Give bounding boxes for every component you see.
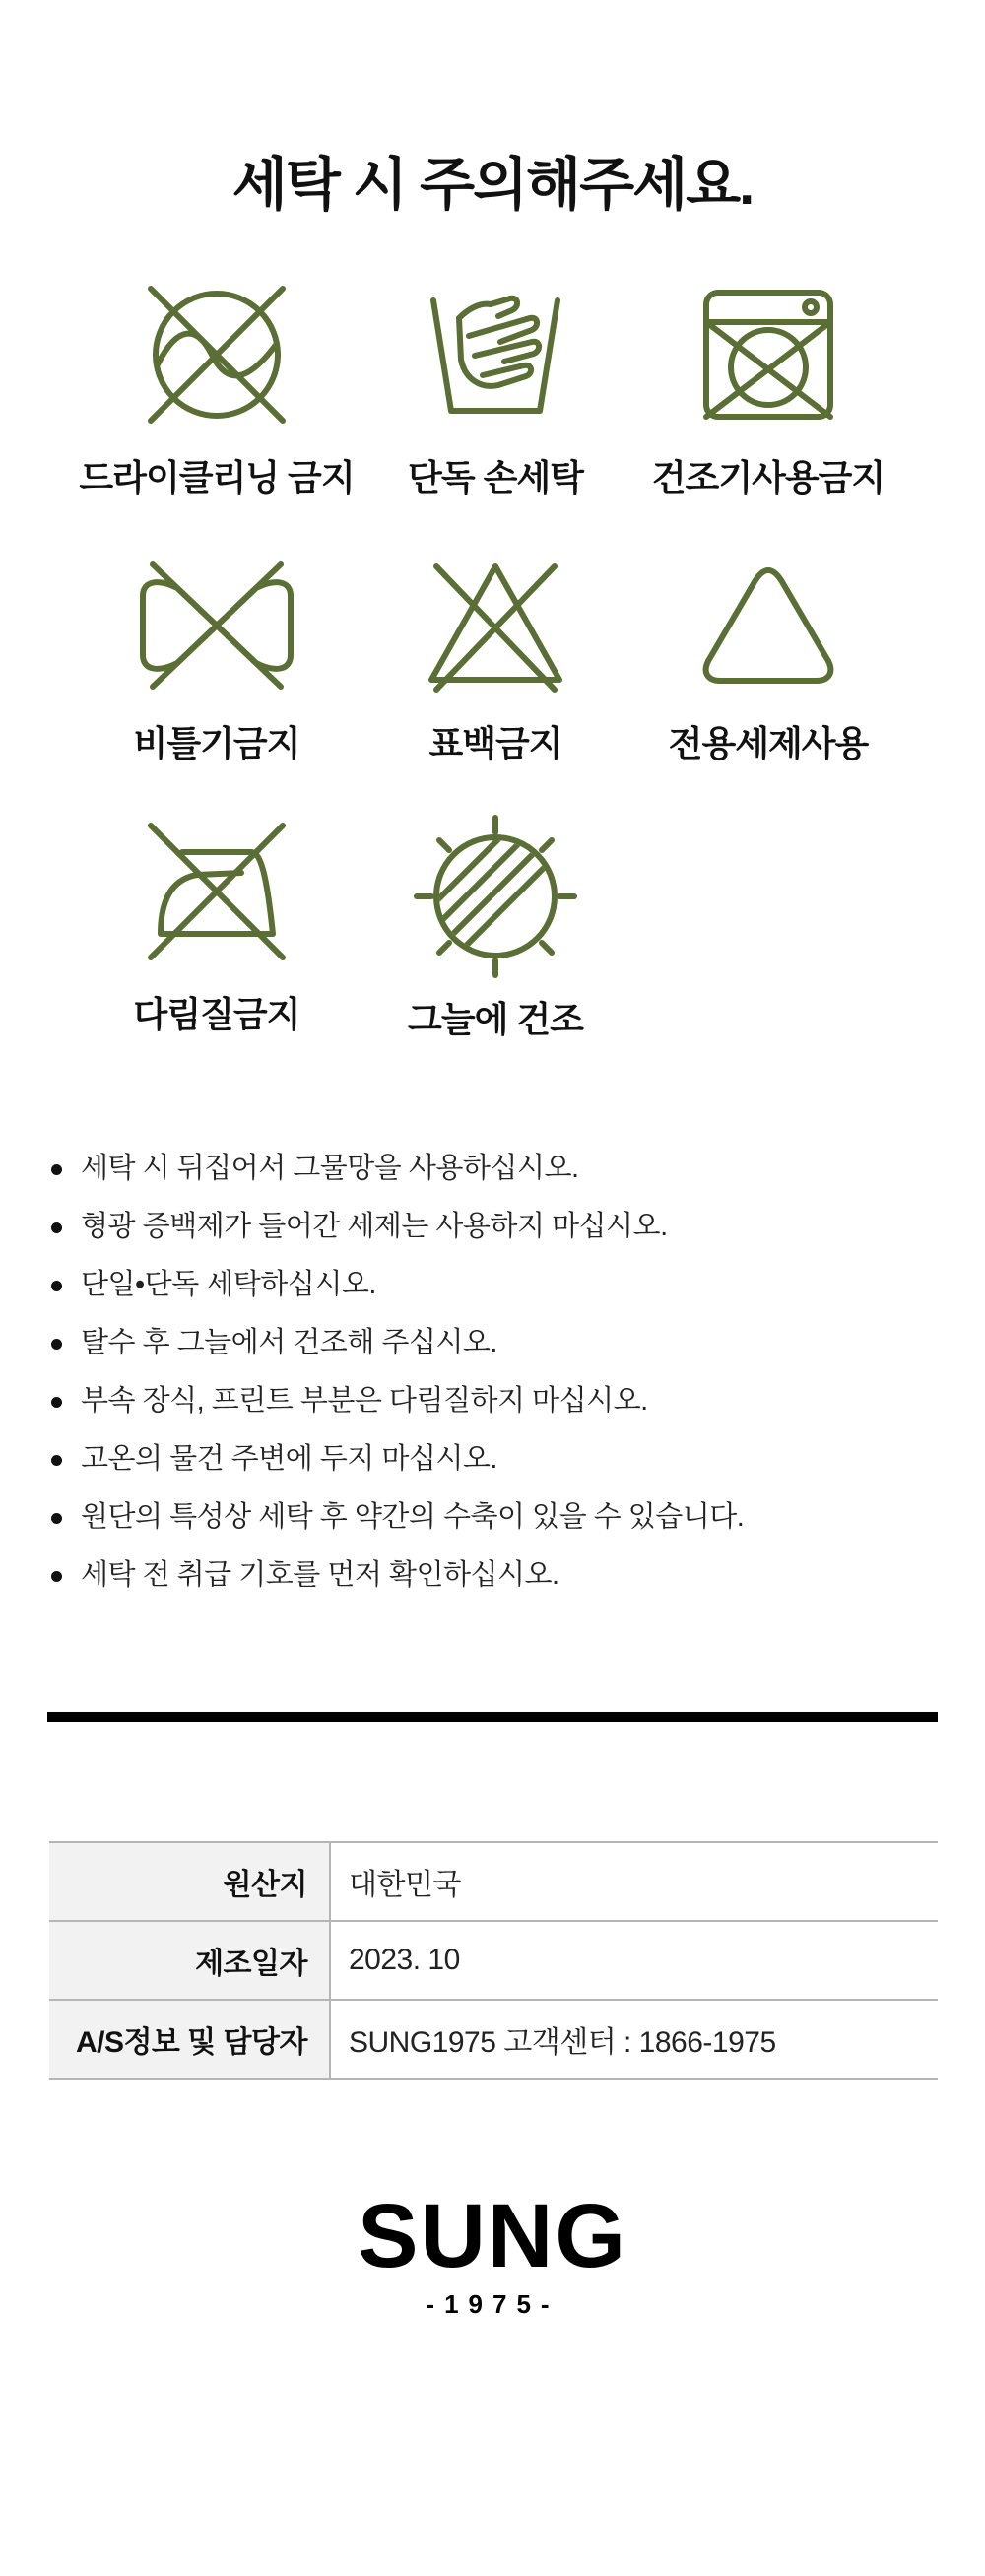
care-label: 건조기사용금지 <box>651 457 886 497</box>
logo-year: -1975- <box>426 2289 559 2319</box>
care-item-no-wring <box>69 557 364 766</box>
care-label: 그늘에 건조 <box>408 999 583 1039</box>
list-item: 세탁 전 취급 기호를 먼저 확인하십시오. <box>49 1557 936 1616</box>
care-notes-list <box>49 1151 936 1616</box>
table-row <box>49 1842 938 1921</box>
hand-wash-icon <box>422 281 569 429</box>
manufacture-date-value: 2023. 10 <box>349 1944 460 1976</box>
care-label: 단독 손세탁 <box>408 457 583 497</box>
no-tumble-dry-icon <box>694 281 842 429</box>
care-item-no-bleach <box>348 557 643 766</box>
care-label: 비틀기금지 <box>133 723 300 763</box>
as-info-label: A/S정보 및 담당자 <box>49 2000 330 2079</box>
list-item: 고온의 물건 주변에 두지 마십시오. <box>49 1441 936 1499</box>
table-row <box>49 2000 938 2079</box>
list-item: 탈수 후 그늘에서 건조해 주십시오. <box>49 1325 936 1383</box>
care-item-no-iron <box>69 818 364 1037</box>
product-info-table <box>49 1841 938 2080</box>
list-item: 세탁 시 뒤집어서 그물망을 사용하십시오. <box>49 1151 936 1209</box>
list-item: 단일•단독 세탁하십시오. <box>49 1267 936 1325</box>
no-dry-cleaning-icon <box>143 281 291 429</box>
care-item-no-tumble-dry <box>621 281 916 500</box>
care-label: 드라이클리닝 금지 <box>79 457 355 497</box>
care-item-hand-wash <box>348 281 643 500</box>
as-info-value: SUNG1975 고객센터 : 1866-1975 <box>349 2026 776 2059</box>
section-divider <box>47 1712 938 1722</box>
care-item-shade-dry <box>348 813 643 1042</box>
brand-logo <box>0 2186 985 2320</box>
care-label: 표백금지 <box>428 723 562 763</box>
shade-dry-icon <box>412 813 579 980</box>
care-label: 다림질금지 <box>133 994 300 1034</box>
origin-label: 원산지 <box>49 1842 330 1921</box>
care-item-special-detergent <box>621 557 916 766</box>
care-item-no-dry-cleaning <box>69 281 364 500</box>
no-wring-icon <box>133 557 300 694</box>
list-item: 부속 장식, 프린트 부분은 다림질하지 마십시오. <box>49 1383 936 1441</box>
page-title: 세탁 시 주의해주세요. <box>231 153 754 217</box>
special-detergent-icon <box>694 557 842 694</box>
list-item: 원단의 특성상 세탁 후 약간의 수축이 있을 수 있습니다. <box>49 1499 936 1557</box>
table-row <box>49 1921 938 2000</box>
list-item: 형광 증백제가 들어간 세제는 사용하지 마십시오. <box>49 1209 936 1267</box>
manufacture-date-label: 제조일자 <box>49 1921 330 2000</box>
origin-value: 대한민국 <box>349 1869 461 1901</box>
care-label: 전용세제사용 <box>668 723 869 763</box>
logo-wordmark: SUNG <box>358 2186 627 2286</box>
no-iron-icon <box>143 818 291 965</box>
no-bleach-icon <box>422 557 569 694</box>
